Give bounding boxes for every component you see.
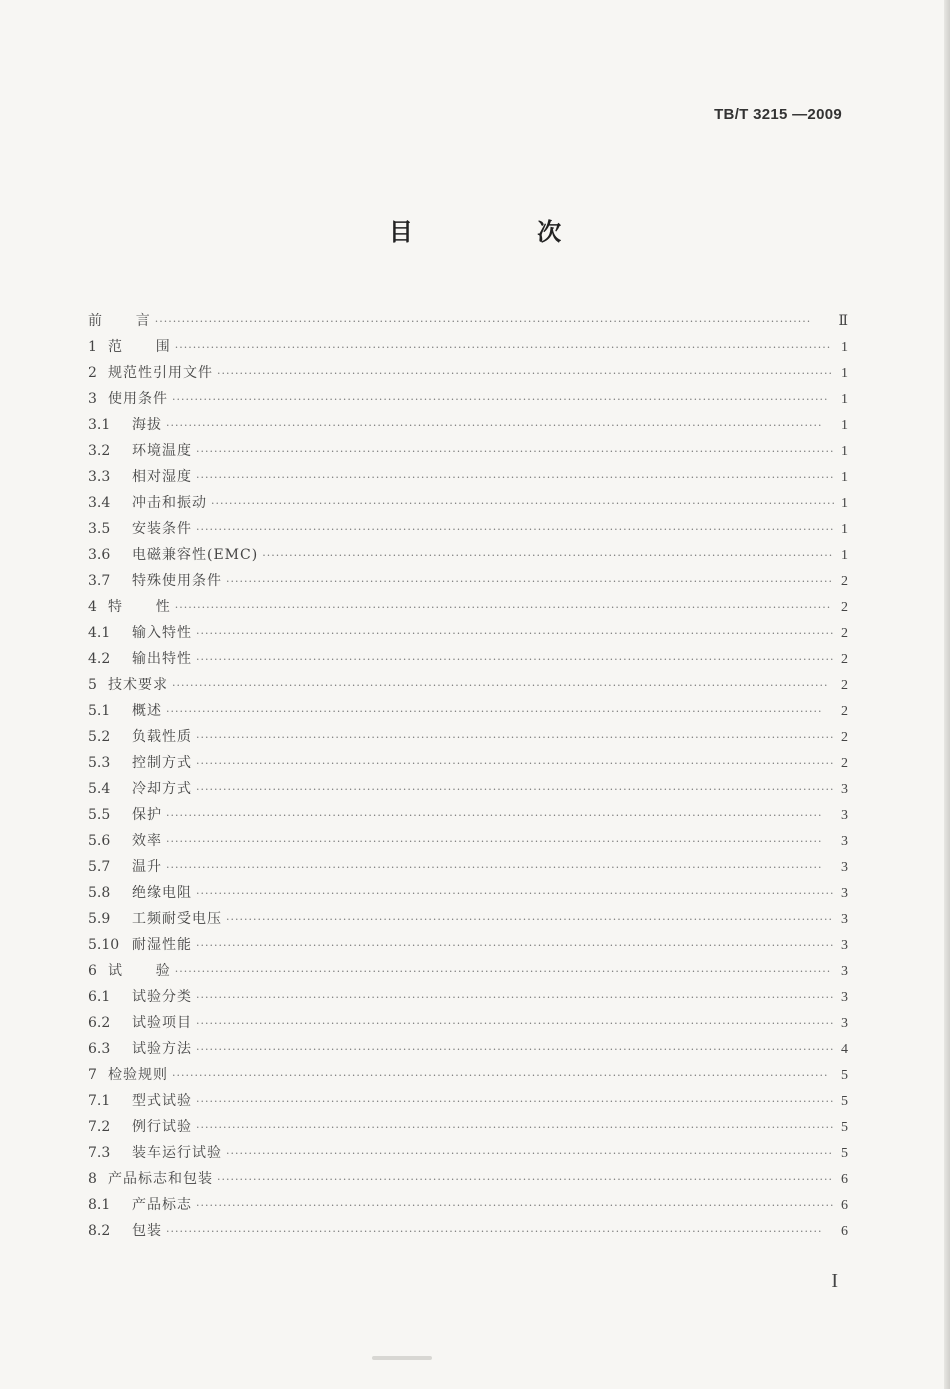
toc-leader-dots — [172, 1063, 834, 1089]
toc-entry-number: 5.2 — [88, 729, 111, 745]
scan-smudge — [372, 1356, 432, 1360]
toc-leader-dots — [226, 569, 834, 595]
toc-entry-number: 6 — [88, 963, 97, 979]
toc-leader-dots — [196, 439, 834, 465]
toc-entry-label: 型式试验 — [132, 1093, 192, 1109]
toc-entry-page: 3 — [841, 1016, 848, 1031]
toc-entry[interactable] — [88, 1114, 848, 1140]
toc-entry-number: 5 — [88, 677, 97, 693]
toc-entry-page: Ⅱ — [838, 314, 848, 329]
toc-entry-label: 产品标志和包装 — [108, 1171, 213, 1187]
toc-entry-label: 安装条件 — [132, 521, 192, 537]
toc-entry-label: 输出特性 — [132, 651, 192, 667]
toc-entry-number: 8.2 — [88, 1223, 111, 1239]
toc-entry[interactable] — [88, 360, 848, 386]
toc-entry-label: 保护 — [132, 807, 162, 823]
toc-entry-label: 包装 — [132, 1223, 162, 1239]
toc-leader-dots — [196, 881, 834, 907]
toc-entry-page: 3 — [841, 990, 848, 1005]
toc-entry-number: 6.2 — [88, 1015, 111, 1031]
toc-entry-number: 3.3 — [88, 469, 111, 485]
toc-entry[interactable] — [88, 750, 848, 776]
toc-entry-label: 前 言 — [88, 313, 151, 329]
toc-entry-page: 2 — [841, 652, 848, 667]
toc-entry-page: 3 — [841, 964, 848, 979]
toc-entry-label: 特殊使用条件 — [132, 573, 222, 589]
toc-entry-number: 6.1 — [88, 989, 111, 1005]
toc-entry-page: 1 — [841, 366, 848, 381]
toc-entry[interactable] — [88, 672, 848, 698]
toc-leader-dots — [196, 647, 834, 673]
toc-entry[interactable] — [88, 646, 848, 672]
toc-entry-number: 7.1 — [88, 1093, 111, 1109]
toc-entry-number: 2 — [88, 365, 97, 381]
toc-entry-number: 4.2 — [88, 651, 111, 667]
toc-entry[interactable] — [88, 1192, 848, 1218]
toc-entry-page: 1 — [841, 392, 848, 407]
toc-entry-page: 5 — [841, 1120, 848, 1135]
toc-entry-page: 1 — [841, 470, 848, 485]
toc-entry[interactable] — [88, 516, 848, 542]
toc-leader-dots — [226, 1141, 834, 1167]
toc-entry-page: 2 — [841, 574, 848, 589]
toc-entry[interactable] — [88, 1166, 848, 1192]
toc-entry[interactable] — [88, 1010, 848, 1036]
toc-entry-page: 1 — [841, 340, 848, 355]
toc-leader-dots — [175, 959, 834, 985]
toc-entry-label: 环境温度 — [132, 443, 192, 459]
toc-leader-dots — [196, 777, 834, 803]
toc-entry-number: 5.7 — [88, 859, 111, 875]
toc-leader-dots — [196, 985, 834, 1011]
toc-entry-page: 6 — [841, 1224, 848, 1239]
toc-entry[interactable] — [88, 984, 848, 1010]
toc-entry-page: 5 — [841, 1068, 848, 1083]
toc-entry[interactable] — [88, 1062, 848, 1088]
toc-entry-number: 3.1 — [88, 417, 111, 433]
page-number: I — [831, 1270, 838, 1292]
toc-entry-label: 使用条件 — [108, 391, 168, 407]
toc-entry-number: 8 — [88, 1171, 97, 1187]
toc-entry[interactable] — [88, 386, 848, 412]
toc-entry[interactable] — [88, 308, 848, 334]
toc-entry-label: 绝缘电阻 — [132, 885, 192, 901]
toc-entry-page: 3 — [841, 808, 848, 823]
toc-entry-label: 相对湿度 — [132, 469, 192, 485]
table-of-contents — [88, 308, 848, 1244]
toc-entry-label: 例行试验 — [132, 1119, 192, 1135]
toc-entry-number: 4.1 — [88, 625, 111, 641]
toc-entry-label: 海拔 — [132, 417, 162, 433]
toc-entry[interactable] — [88, 932, 848, 958]
toc-entry[interactable] — [88, 464, 848, 490]
page-edge-shadow — [944, 0, 950, 1389]
toc-leader-dots — [196, 1011, 834, 1037]
toc-entry-label: 负载性质 — [132, 729, 192, 745]
toc-entry[interactable] — [88, 880, 848, 906]
document-code: TB/T 3215 —2009 — [714, 106, 842, 123]
toc-entry-label: 试验项目 — [132, 1015, 192, 1031]
toc-entry-number: 7 — [88, 1067, 97, 1083]
toc-leader-dots — [196, 725, 834, 751]
toc-entry[interactable] — [88, 906, 848, 932]
toc-leader-dots — [196, 1089, 834, 1115]
toc-entry-page: 5 — [841, 1146, 848, 1161]
toc-entry-number: 5.1 — [88, 703, 111, 719]
toc-entry[interactable] — [88, 1218, 848, 1244]
toc-leader-dots — [217, 1167, 834, 1193]
toc-entry[interactable] — [88, 724, 848, 750]
toc-entry-page: 3 — [841, 938, 848, 953]
toc-entry-page: 4 — [841, 1042, 848, 1057]
toc-leader-dots — [196, 933, 834, 959]
toc-entry[interactable] — [88, 698, 848, 724]
toc-entry-label: 工频耐受电压 — [132, 911, 222, 927]
toc-leader-dots — [166, 699, 834, 725]
toc-entry[interactable] — [88, 620, 848, 646]
toc-entry-number: 5.9 — [88, 911, 111, 927]
toc-entry-label: 检验规则 — [108, 1067, 168, 1083]
toc-leader-dots — [196, 751, 834, 777]
toc-entry[interactable] — [88, 334, 848, 360]
toc-entry-label: 特 性 — [108, 599, 171, 615]
toc-entry-label: 试验方法 — [132, 1041, 192, 1057]
toc-entry-label: 控制方式 — [132, 755, 192, 771]
toc-entry-label: 技术要求 — [108, 677, 168, 693]
toc-entry[interactable] — [88, 594, 848, 620]
toc-entry-number: 3.4 — [88, 495, 111, 511]
toc-entry-number: 7.3 — [88, 1145, 111, 1161]
toc-leader-dots — [175, 335, 834, 361]
toc-entry-page: 2 — [841, 704, 848, 719]
toc-leader-dots — [196, 1115, 834, 1141]
toc-entry-label: 输入特性 — [132, 625, 192, 641]
toc-entry-label: 耐湿性能 — [132, 937, 192, 953]
toc-entry-number: 8.1 — [88, 1197, 111, 1213]
toc-entry-number: 3.7 — [88, 573, 111, 589]
toc-entry[interactable] — [88, 1036, 848, 1062]
toc-entry[interactable] — [88, 438, 848, 464]
toc-leader-dots — [196, 465, 834, 491]
toc-entry-page: 1 — [841, 444, 848, 459]
toc-entry[interactable] — [88, 1088, 848, 1114]
toc-entry-number: 3.2 — [88, 443, 111, 459]
toc-leader-dots — [166, 803, 834, 829]
toc-entry-page: 6 — [841, 1198, 848, 1213]
toc-entry-page: 1 — [841, 548, 848, 563]
toc-entry[interactable] — [88, 490, 848, 516]
toc-entry-label: 规范性引用文件 — [108, 365, 213, 381]
toc-entry-number: 3.6 — [88, 547, 111, 563]
toc-leader-dots — [196, 1193, 834, 1219]
toc-entry-label: 效率 — [132, 833, 162, 849]
toc-entry-number: 6.3 — [88, 1041, 111, 1057]
toc-leader-dots — [196, 1037, 834, 1063]
toc-entry[interactable] — [88, 1140, 848, 1166]
toc-leader-dots — [166, 855, 834, 881]
toc-entry-page: 2 — [841, 756, 848, 771]
toc-entry-label: 概述 — [132, 703, 162, 719]
toc-entry-page: 1 — [841, 418, 848, 433]
toc-entry[interactable] — [88, 568, 848, 594]
toc-leader-dots — [172, 673, 834, 699]
toc-entry-number: 5.5 — [88, 807, 111, 823]
toc-entry-page: 3 — [841, 834, 848, 849]
toc-leader-dots — [196, 517, 834, 543]
toc-entry-number: 3 — [88, 391, 97, 407]
toc-entry-label: 冷却方式 — [132, 781, 192, 797]
toc-entry-number: 5.10 — [88, 937, 120, 953]
toc-leader-dots — [217, 361, 834, 387]
toc-entry-label: 温升 — [132, 859, 162, 875]
toc-entry-page: 3 — [841, 782, 848, 797]
toc-entry-page: 2 — [841, 600, 848, 615]
toc-entry-label: 冲击和振动 — [132, 495, 207, 511]
toc-entry-label: 试 验 — [108, 963, 171, 979]
toc-entry[interactable] — [88, 854, 848, 880]
toc-entry-page: 2 — [841, 626, 848, 641]
toc-leader-dots — [166, 413, 834, 439]
toc-entry-page: 6 — [841, 1172, 848, 1187]
toc-entry-number: 5.4 — [88, 781, 111, 797]
toc-leader-dots — [262, 543, 834, 569]
toc-entry-page: 2 — [841, 730, 848, 745]
toc-entry[interactable] — [88, 776, 848, 802]
toc-leader-dots — [155, 309, 834, 335]
toc-entry[interactable] — [88, 542, 848, 568]
toc-entry-number: 3.5 — [88, 521, 111, 537]
toc-leader-dots — [196, 621, 834, 647]
toc-entry[interactable] — [88, 828, 848, 854]
toc-leader-dots — [166, 1219, 834, 1245]
toc-entry-number: 1 — [88, 339, 97, 355]
toc-entry-label: 试验分类 — [132, 989, 192, 1005]
toc-leader-dots — [226, 907, 834, 933]
toc-entry-label: 电磁兼容性(EMC) — [132, 547, 259, 563]
toc-entry[interactable] — [88, 958, 848, 984]
toc-entry[interactable] — [88, 802, 848, 828]
toc-entry[interactable] — [88, 412, 848, 438]
toc-entry-number: 4 — [88, 599, 97, 615]
toc-title: 目 次 — [388, 218, 620, 246]
toc-entry-page: 1 — [841, 522, 848, 537]
toc-entry-number: 5.8 — [88, 885, 111, 901]
toc-entry-label: 范 围 — [108, 339, 171, 355]
toc-leader-dots — [172, 387, 834, 413]
toc-entry-page: 3 — [841, 860, 848, 875]
toc-leader-dots — [175, 595, 834, 621]
toc-entry-number: 5.3 — [88, 755, 111, 771]
toc-entry-number: 7.2 — [88, 1119, 111, 1135]
toc-entry-page: 1 — [841, 496, 848, 511]
toc-entry-page: 3 — [841, 886, 848, 901]
toc-entry-page: 3 — [841, 912, 848, 927]
toc-entry-number: 5.6 — [88, 833, 111, 849]
toc-entry-page: 5 — [841, 1094, 848, 1109]
toc-leader-dots — [166, 829, 834, 855]
toc-entry-page: 2 — [841, 678, 848, 693]
toc-entry-label: 产品标志 — [132, 1197, 192, 1213]
toc-entry-label: 装车运行试验 — [132, 1145, 222, 1161]
toc-leader-dots — [211, 491, 834, 517]
